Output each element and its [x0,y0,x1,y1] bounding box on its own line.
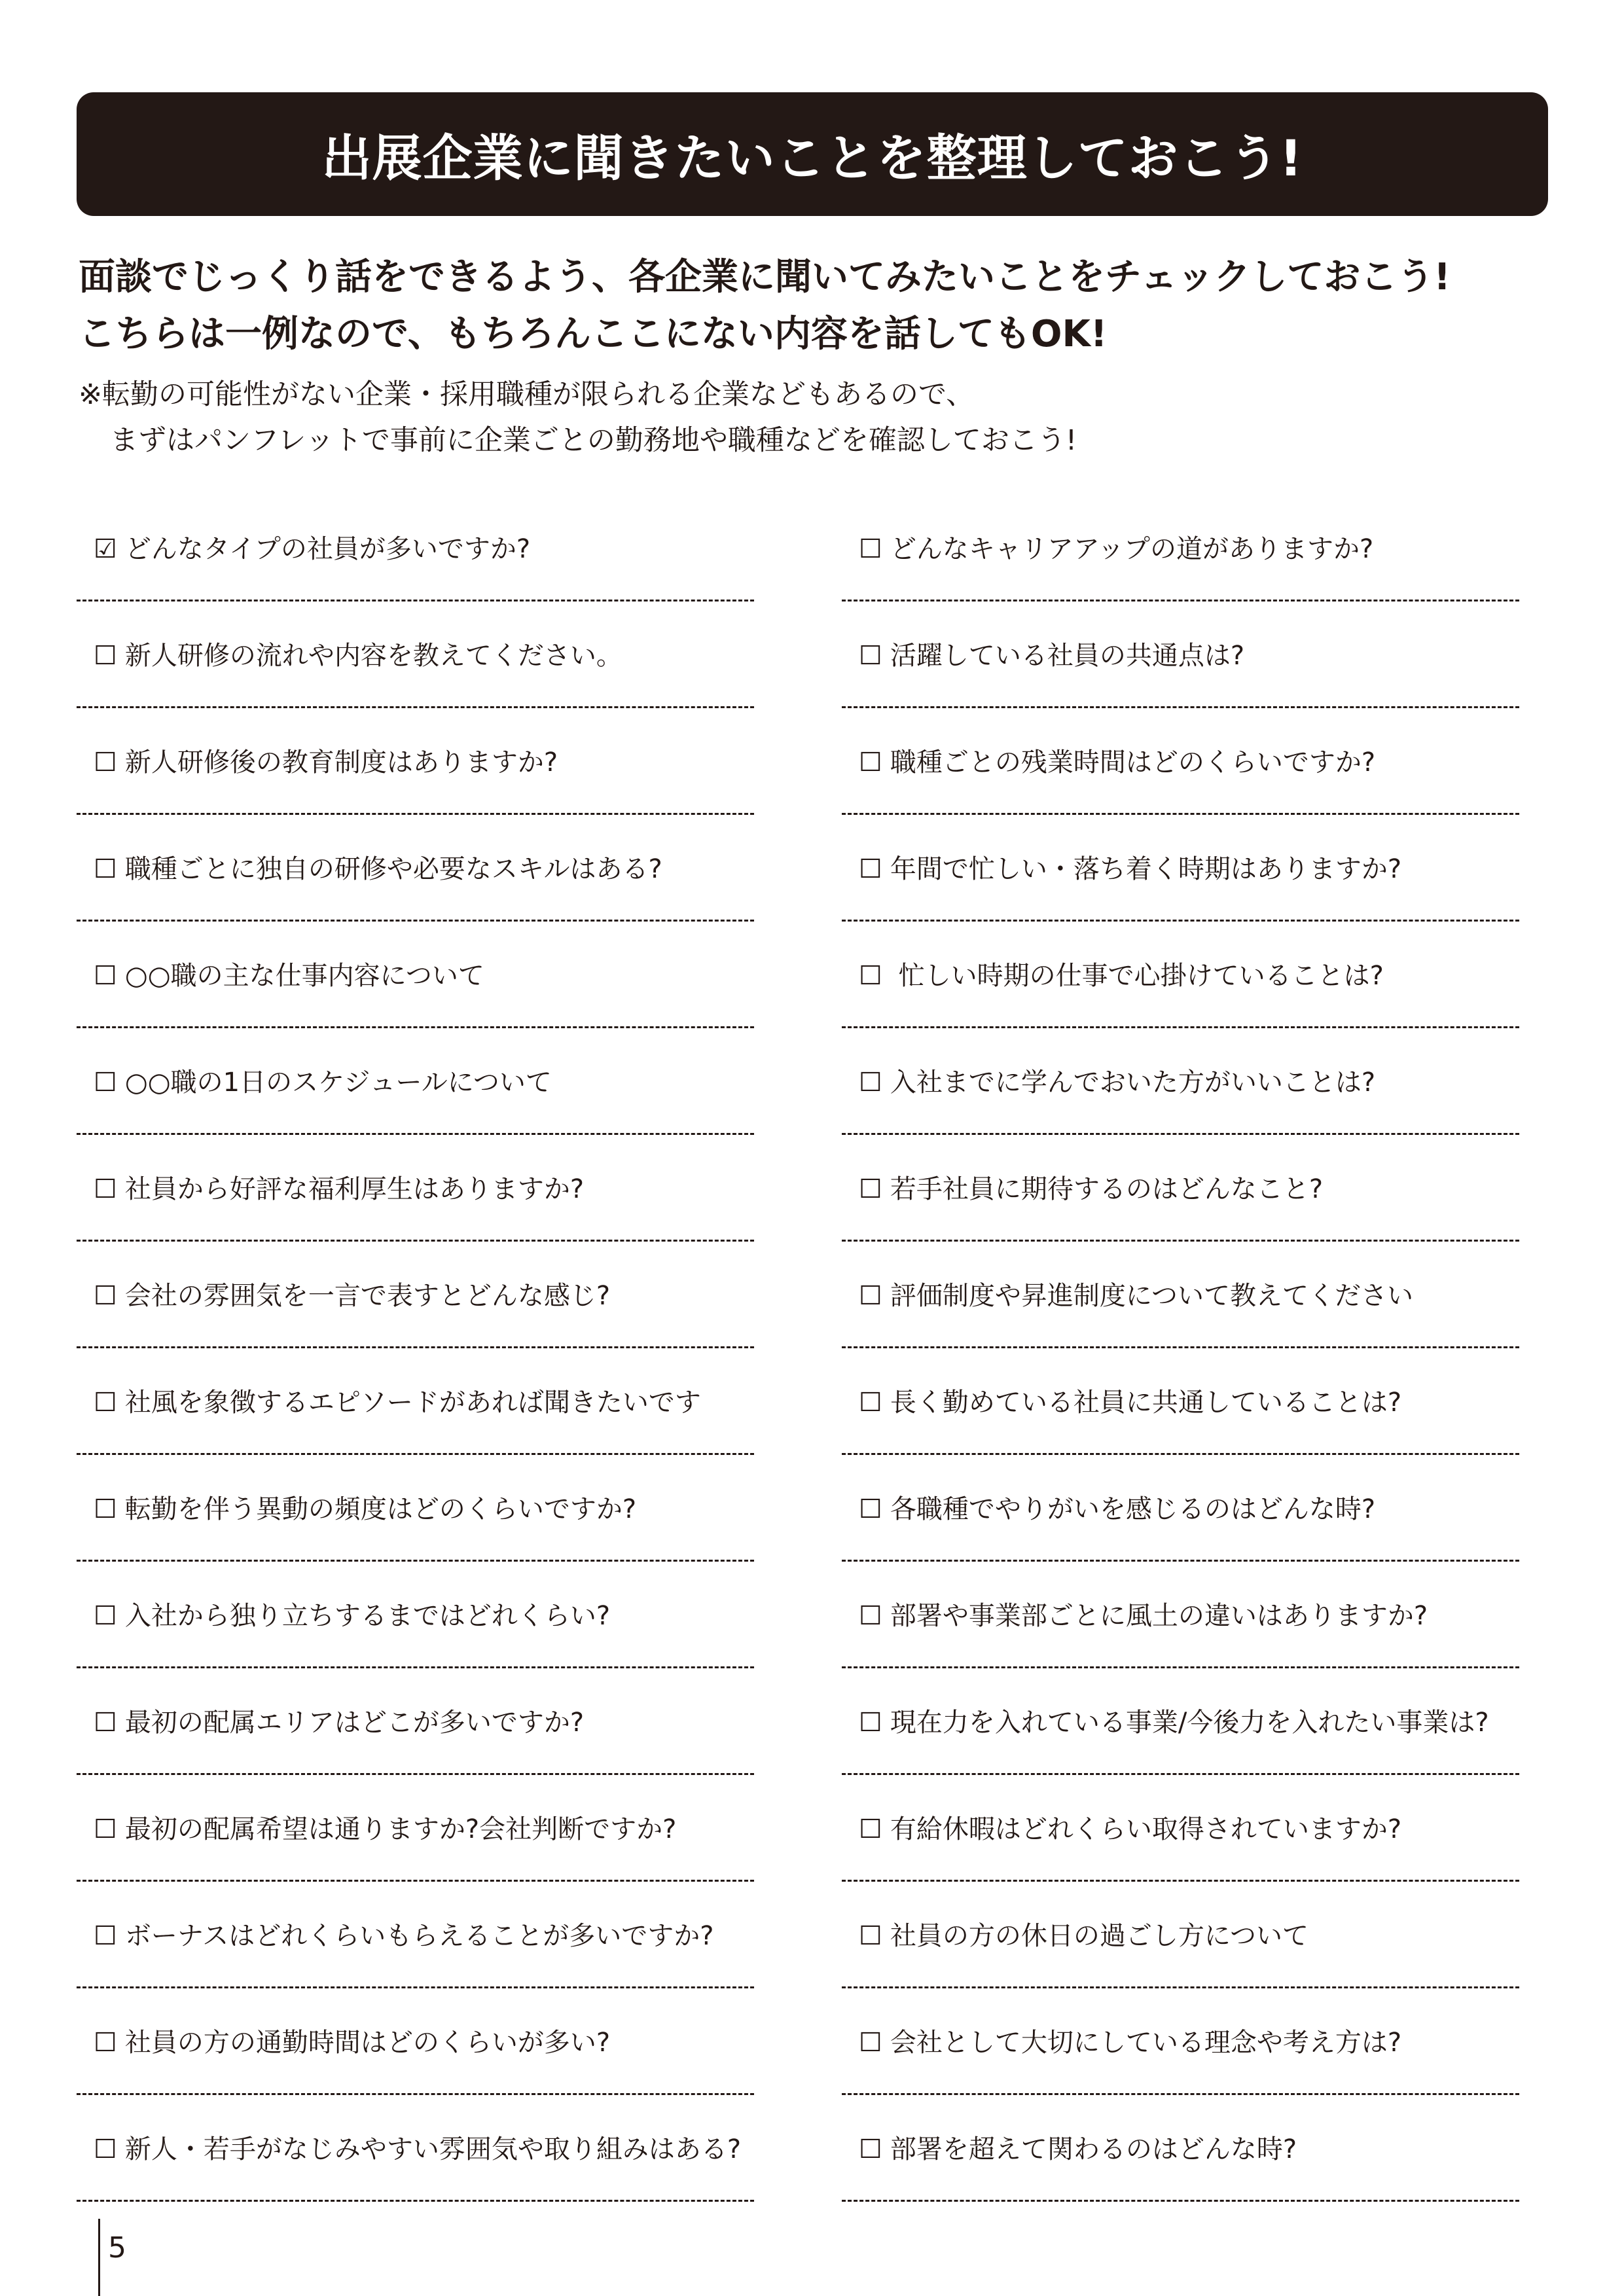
checklist-item[interactable] [77,831,754,938]
checkbox-icon[interactable]: ☐ [859,1067,882,1098]
checklist-item-label: 社員の方の通勤時間はどのくらいが多い? [124,2028,611,2058]
checklist-item[interactable] [77,1898,754,2005]
checklist-item-content [859,1703,1489,1742]
checklist-item-label: 忙しい時期の仕事で心掛けていることは? [890,961,1384,991]
checkbox-icon[interactable]: ☐ [94,747,117,778]
checklist-item-label: 活躍している社員の共通点は? [890,641,1245,671]
checklist-item[interactable] [842,618,1519,725]
checkbox-icon[interactable]: ☐ [859,1921,882,1951]
checklist-item[interactable] [842,1045,1519,1151]
intro-lead [79,249,1558,363]
checkbox-icon[interactable]: ☐ [859,961,882,991]
checklist-item[interactable] [77,1045,754,1151]
checklist-item-content [94,1810,676,1849]
checklist-left-column [77,511,754,2218]
checkbox-icon[interactable]: ☐ [94,1708,117,1738]
checkbox-icon[interactable]: ☐ [859,534,882,564]
checklist-item-content [859,1383,1401,1422]
checklist-item[interactable] [77,511,754,618]
checklist-item-content [94,636,623,675]
checklist-item-content [94,1276,610,1316]
checkbox-icon[interactable]: ☐ [94,641,117,671]
checkbox-icon[interactable]: ☐ [94,1921,117,1951]
checklist-item-label: 入社までに学んでおいた方がいいことは? [890,1067,1376,1098]
checklist-item-label: 会社として大切にしている理念や考え方は? [890,2028,1402,2058]
checklist-item[interactable] [842,831,1519,938]
checkbox-icon[interactable]: ☐ [94,1494,117,1524]
checked-box-icon[interactable]: ☑ [94,534,117,564]
checklist-item[interactable] [77,938,754,1045]
intro-line-1: 面談でじっくり話をできるよう、各企業に聞いてみたいことをチェックしておこう! [79,256,1451,298]
checkbox-icon[interactable]: ☐ [859,1281,882,1311]
checklist-item-content [859,2023,1401,2062]
checklist-item[interactable] [77,1258,754,1365]
checklist-item-label: どんなタイプの社員が多いですか? [124,534,531,564]
checklist-item-label: 会社の雰囲気を一言で表すとどんな感じ? [124,1281,611,1311]
checklist-item[interactable] [77,1685,754,1791]
checklist-item-content [859,529,1373,569]
checklist-item[interactable] [842,2111,1519,2218]
checkbox-icon[interactable]: ☐ [94,1388,117,1418]
checklist-item-content [859,1596,1428,1636]
checkbox-icon[interactable]: ☐ [94,1067,117,1098]
checklist-item-label: 若手社員に期待するのはどんなこと? [890,1174,1324,1204]
checklist-item-label: 各職種でやりがいを感じるのはどんな時? [890,1494,1376,1524]
checklist-item-content [859,956,1384,996]
checklist-item-label: 部署や事業部ごとに風土の違いはありますか? [890,1601,1428,1631]
checklist-item[interactable] [842,511,1519,618]
checkbox-icon[interactable]: ☐ [859,1601,882,1631]
checklist-right-column [842,511,1519,2218]
checklist-item-content [859,850,1401,889]
checklist-item-label: 最初の配属エリアはどこが多いですか? [124,1708,585,1738]
checklist-item-content [859,1490,1375,1529]
checklist-item-label: 社員から好評な福利厚生はありますか? [124,1174,585,1204]
checkbox-icon[interactable]: ☐ [859,1708,882,1738]
checklist-item-content [94,529,530,569]
checklist-item-label: 新人・若手がなじみやすい雰囲気や取り組みはある? [124,2134,742,2164]
checklist-item[interactable] [842,1898,1519,2005]
checklist-item[interactable] [842,938,1519,1045]
checkbox-icon[interactable]: ☐ [859,1814,882,1844]
checkbox-icon[interactable]: ☐ [859,2028,882,2058]
page-number: 5 [108,2231,126,2265]
checklist-item[interactable] [77,2111,754,2218]
checklist-item-content [94,1703,584,1742]
checkbox-icon[interactable]: ☐ [859,1174,882,1204]
checklist-item-content [94,743,558,782]
checklist-item-label: 評価制度や昇進制度について教えてください [890,1281,1414,1311]
checklist-item-content [94,1596,610,1636]
checkbox-icon[interactable]: ☐ [94,1174,117,1204]
checkbox-icon[interactable]: ☐ [859,641,882,671]
checklist-item-content [94,1063,552,1102]
checklist-item-content [94,956,484,996]
checkbox-icon[interactable]: ☐ [94,1601,117,1631]
note-line-2: まずはパンフレットで事前に企業ごとの勤務地や職種などを確認しておこう! [110,424,1077,457]
checkbox-icon[interactable]: ☐ [859,854,882,884]
checklist-item-content [859,743,1375,782]
checklist-item-label: 部署を超えて関わるのはどんな時? [890,2134,1297,2164]
checklist-item-label: 職種ごとの残業時間はどのくらいですか? [890,747,1376,778]
page-title: 出展企業に聞きたいことを整理しておこう! [321,129,1303,187]
checklist-item-content [94,850,662,889]
checklist-item-content [94,1490,636,1529]
checklist-item[interactable] [842,1151,1519,1258]
checklist-item-label: 年間で忙しい・落ち着く時期はありますか? [890,854,1402,884]
checklist-item[interactable] [77,725,754,831]
checklist-item-content [859,2130,1297,2169]
checklist-item-label: 社員の方の休日の過ごし方について [890,1921,1309,1951]
checkbox-icon[interactable]: ☐ [94,854,117,884]
checklist-item[interactable] [77,1578,754,1685]
checkbox-icon[interactable]: ☐ [94,2134,117,2164]
checklist-item[interactable] [77,1471,754,1578]
checklist-item-label: 社風を象徴するエピソードがあれば聞きたいです [124,1388,701,1418]
checklist-item[interactable] [77,1791,754,1898]
checkbox-icon[interactable]: ☐ [859,1388,882,1418]
checklist-item[interactable] [842,1685,1519,1791]
intro-note [79,372,1558,463]
note-line-1: ※転勤の可能性がない企業・採用職種が限られる企業などもあるので、 [79,378,975,411]
checklist-item-content [94,1383,701,1422]
checklist-item-content [94,2023,610,2062]
checklist-item-content [94,1170,584,1209]
checklist-item-label: 入社から独り立ちするまではどれくらい? [124,1601,611,1631]
checklist-item-label: 有給休暇はどれくらい取得されていますか? [890,1814,1402,1844]
checklist-item[interactable] [842,1258,1519,1365]
intro-line-2: こちらは一例なので、もちろんここにない内容を話してもOK! [79,313,1108,355]
checklist-item-content [859,1916,1308,1956]
checklist-item[interactable] [77,618,754,725]
checklist-item-label: 転勤を伴う異動の頻度はどのくらいですか? [124,1494,637,1524]
checklist-item[interactable] [842,725,1519,831]
checklist-item-content [859,1170,1323,1209]
checklist-item-content [859,1810,1401,1849]
checklist-item-label: 職種ごとに独自の研修や必要なスキルはある? [124,854,662,884]
checklist-item-content [859,1276,1413,1316]
checklist-item-label: 最初の配属希望は通りますか?会社判断ですか? [124,1814,677,1844]
checklist-item-label: ○○職の主な仕事内容について [124,961,484,991]
checklist-item[interactable] [842,2005,1519,2111]
checklist-item-label: 長く勤めている社員に共通していることは? [890,1388,1402,1418]
checklist-item[interactable] [842,1365,1519,1471]
checkbox-icon[interactable]: ☐ [859,2134,882,2164]
checkbox-icon[interactable]: ☐ [859,747,882,778]
checklist-item[interactable] [842,1471,1519,1578]
checkbox-icon[interactable]: ☐ [94,2028,117,2058]
checklist-item-content [94,1916,714,1956]
checklist-item-content [94,2130,741,2169]
checkbox-icon[interactable]: ☐ [94,961,117,991]
checklist-item[interactable] [842,1578,1519,1685]
checklist-item-label: ○○職の1日のスケジュールについて [124,1067,552,1098]
checklist-item[interactable] [842,1791,1519,1898]
checkbox-icon[interactable]: ☐ [859,1494,882,1524]
title-banner [77,92,1548,216]
checklist-item[interactable] [77,1365,754,1471]
checklist-item-label: 新人研修後の教育制度はありますか? [124,747,558,778]
checklist-item-label: どんなキャリアアップの道がありますか? [890,534,1374,564]
checklist-item[interactable] [77,2005,754,2111]
checklist-item-label: ボーナスはどれくらいもらえることが多いですか? [124,1921,714,1951]
checklist-item-label: 新人研修の流れや内容を教えてください。 [124,641,623,671]
checklist-item[interactable] [77,1151,754,1258]
page-number-rule [98,2219,100,2296]
checklist-item-content [859,1063,1375,1102]
checklist-item-content [859,636,1244,675]
checklist-item-label: 現在力を入れている事業/今後力を入れたい事業は? [890,1708,1489,1738]
checkbox-icon[interactable]: ☐ [94,1814,117,1844]
checkbox-icon[interactable]: ☐ [94,1281,117,1311]
